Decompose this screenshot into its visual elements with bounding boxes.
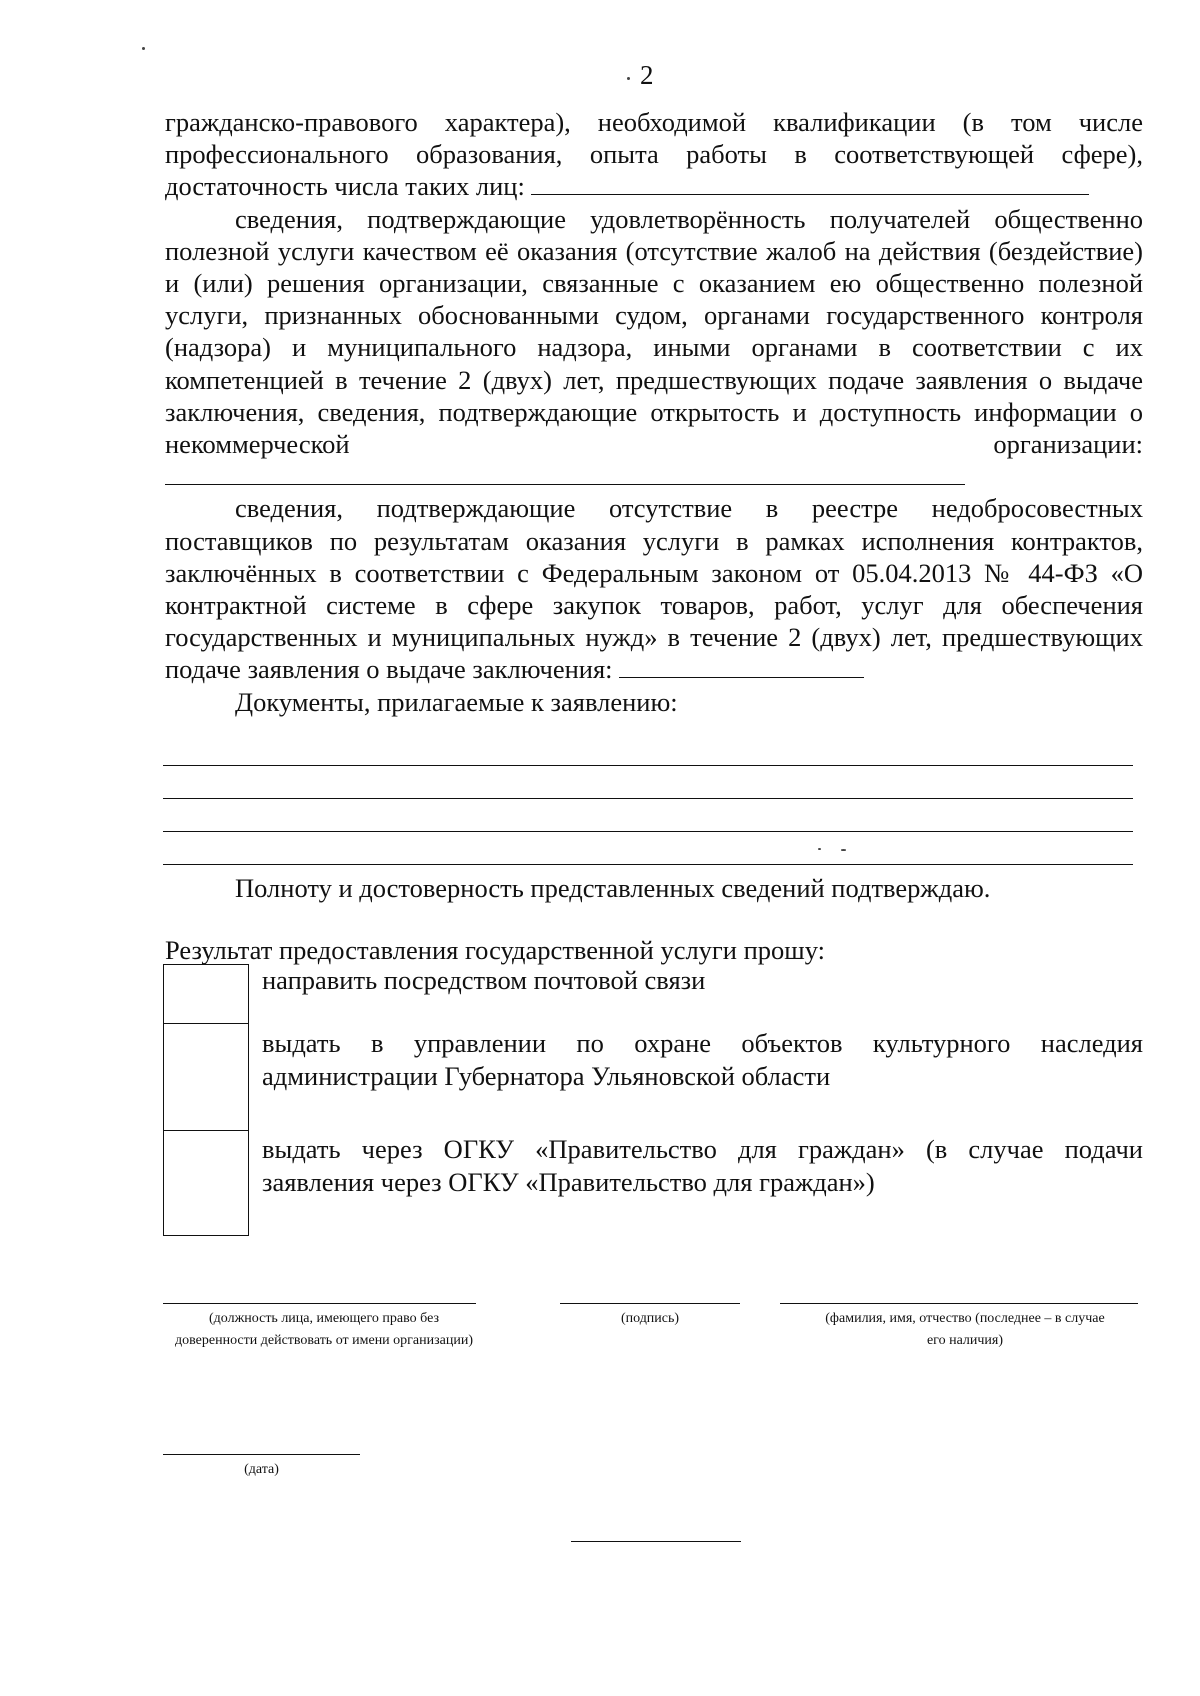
checkbox-department[interactable] — [163, 1024, 249, 1131]
name-caption: (фамилия, имя, отчество (последнее – в случае его наличия) — [825, 1311, 1105, 1348]
form-body — [165, 106, 1143, 718]
signature-line[interactable] — [560, 1303, 740, 1304]
option-postal: направить посредством почтовой связи — [262, 965, 706, 995]
date-caption: (дата) — [244, 1462, 279, 1477]
option-department: выдать в управлении по охране объектов культурного наследия администрации Губернатора Ульяновской области — [262, 1028, 1143, 1091]
documents-line-1[interactable] — [163, 765, 1133, 766]
date-line[interactable] — [163, 1454, 360, 1455]
paragraph-registry — [165, 492, 1143, 685]
registry-blank[interactable] — [619, 655, 864, 678]
confirmation-statement: Полноту и достоверность представленных сведений подтверждаю. — [235, 873, 991, 903]
scan-speck — [142, 47, 145, 50]
satisfaction-blank[interactable] — [165, 462, 965, 485]
page-number: 2 — [640, 60, 654, 90]
paragraph-qualification — [165, 106, 1143, 203]
result-heading: Результат предоставления государственной услуги прошу: — [165, 935, 825, 965]
paragraph-satisfaction-text: сведения, подтверждающие удовлетворённость получателей общественно полезной услуги качеством её оказания (отсутствие жалоб на действия (бездействие) и (или) решения организации, связанные с оказанием ею общественно полезной услуги, признанных обоснованными судом, органами государственного контроля (надзора) и муниципального надзора, иными органами в соответствии с их компетенцией в течение 2 (двух) лет, предшествующих подаче заявления о выдаче заключения, сведения, подтверждающие открытость и доступность информации о некоммерческой организации: — [165, 203, 1143, 460]
paragraph-registry-text: сведения, подтверждающие отсутствие в реестре недобросовестных поставщиков по результатам оказания услуги в рамках исполнения контрактов, заключённых в соответствии с Федеральным законом от 05.04.2013 № 44-ФЗ «О контрактной системе в сфере закупок товаров, работ, услуг для обеспечения государственных и муниципальных нужд» в течение 2 (двух) лет, предшествующих подаче заявления о выдаче заключения: — [165, 493, 1143, 685]
checkbox-ogku[interactable] — [163, 1131, 249, 1236]
position-line[interactable] — [163, 1303, 476, 1304]
documents-label-text: Документы, прилагаемые к заявлению: — [235, 686, 678, 717]
scan-speck — [627, 77, 630, 80]
position-caption: (должность лица, имеющего право без доверенности действовать от имени организации) — [175, 1311, 473, 1348]
scan-speck — [841, 849, 846, 851]
scan-speck — [818, 848, 821, 850]
documents-label — [165, 686, 1143, 718]
paragraph-qualification-text: гражданско-правового характера), необходимой квалификации (в том числе профессионального образования, опыта работы в соответствующей сфере), достаточность числа таких лиц: — [165, 107, 1143, 202]
documents-line-2[interactable] — [163, 798, 1133, 799]
documents-line-4[interactable] — [163, 864, 1133, 865]
qualification-blank[interactable] — [531, 172, 1089, 195]
name-line[interactable] — [780, 1303, 1138, 1304]
paragraph-satisfaction — [165, 203, 1143, 493]
checkbox-postal[interactable] — [163, 964, 249, 1024]
closing-rule — [571, 1541, 741, 1542]
documents-line-3[interactable] — [163, 831, 1133, 832]
signature-caption: (подпись) — [620, 1311, 680, 1326]
option-ogku: выдать через ОГКУ «Правительство для граждан» (в случае подачи заявления через ОГКУ «Правительство для граждан») — [262, 1134, 1143, 1197]
